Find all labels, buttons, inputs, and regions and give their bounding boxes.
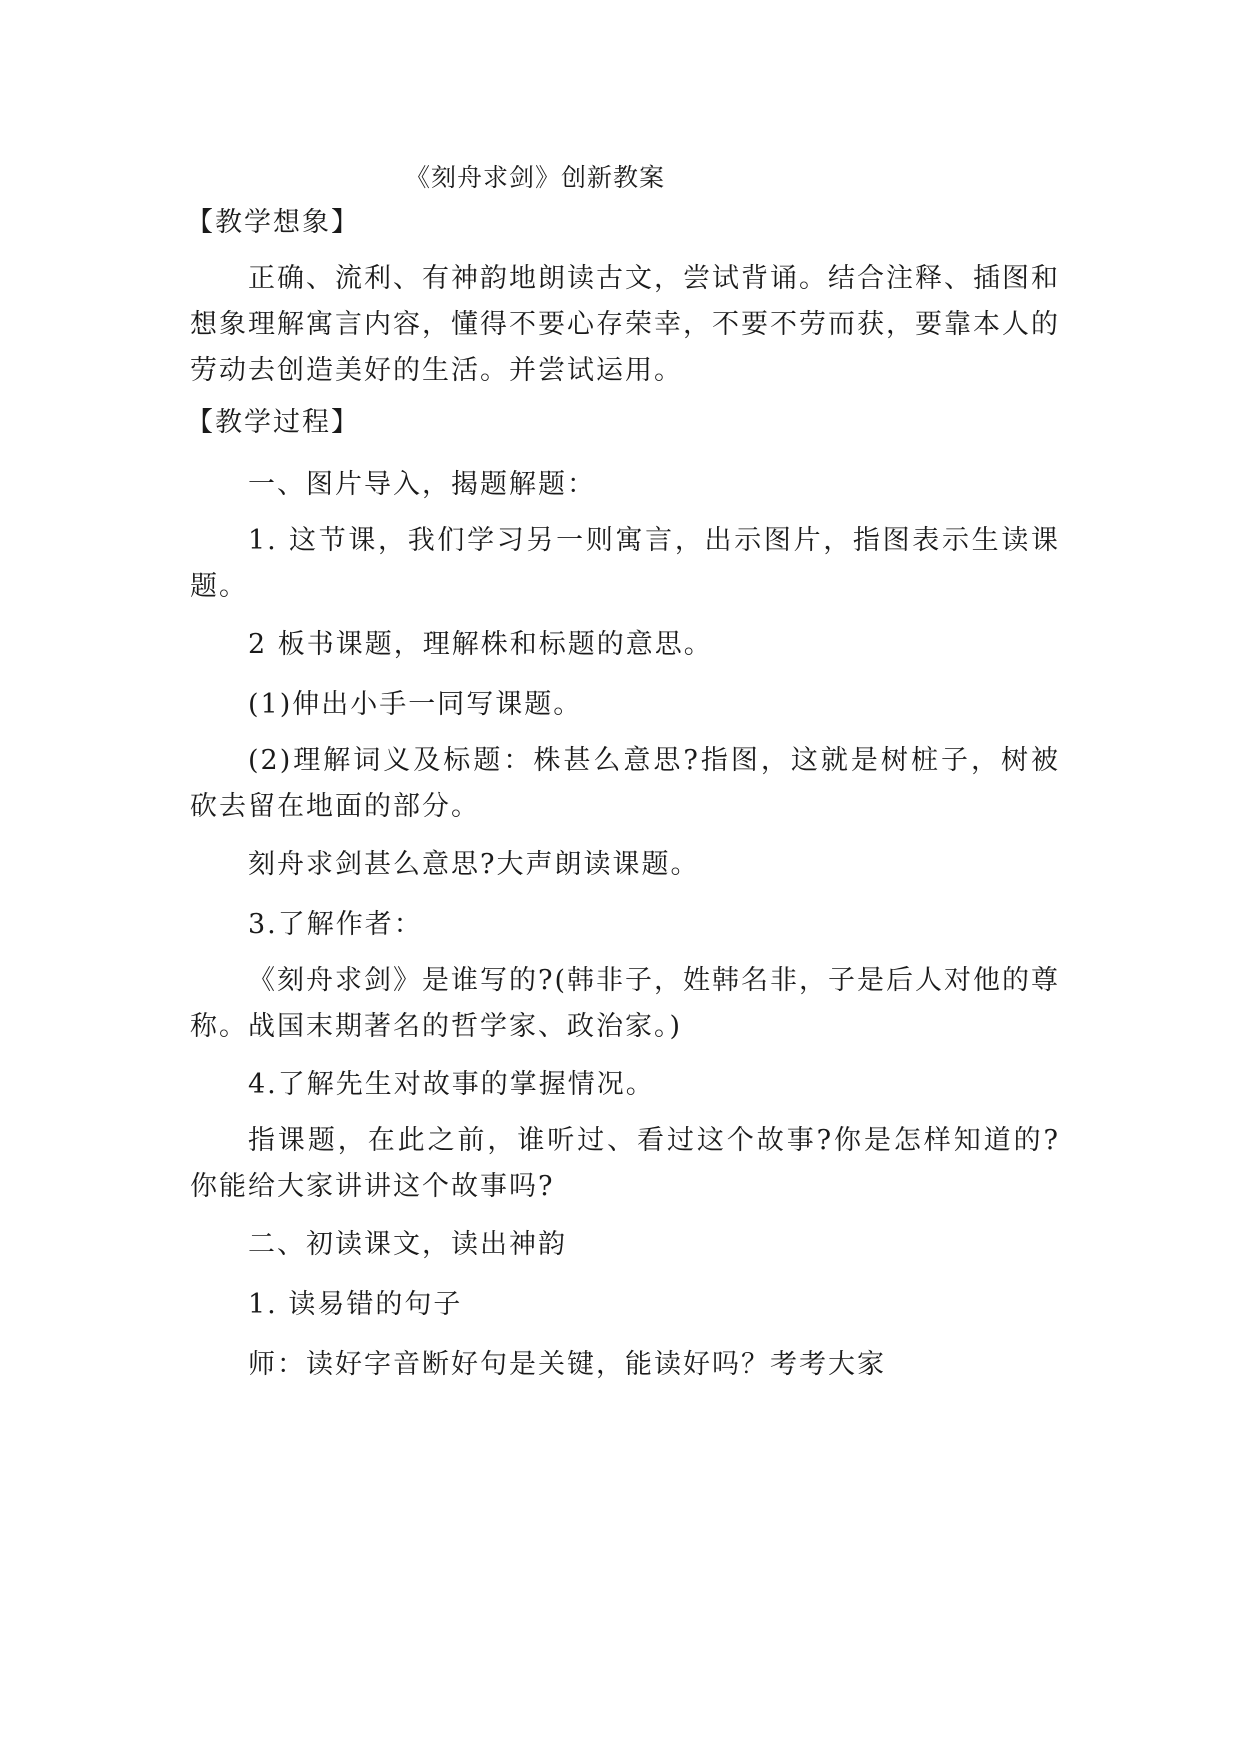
part2-title: 二、初读课文，读出神韵 — [248, 1229, 567, 1260]
section-heading-process: 【教学过程】 — [186, 407, 360, 438]
list-item-4: 4.了解先生对故事的掌握情况。 — [248, 1069, 655, 1100]
list-item-1: 1. 这节课，我们学习另一则寓言，出示图片，指图表示生读课题。 — [190, 525, 1060, 602]
section-heading-goals: 【教学想象】 — [186, 207, 360, 238]
list-item-2: 2 板书课题，理解株和标题的意思。 — [248, 629, 713, 660]
paragraph-story-knowledge: 指课题，在此之前，谁听过、看过这个故事?你是怎样知道的?你能给大家讲讲这个故事吗? — [190, 1125, 1060, 1202]
document-title: 《刻舟求剑》创新教案 — [405, 163, 666, 192]
list-item-2-2: (2)理解词义及标题：株甚么意思?指图，这就是树桩子，树被砍去留在地面的部分。 — [190, 745, 1060, 822]
part1-title: 一、图片导入，揭题解题： — [248, 469, 596, 500]
part2-item-1: 1. 读易错的句子 — [248, 1289, 463, 1320]
list-item-2-1: (1)伸出小手一同写课题。 — [248, 689, 583, 720]
paragraph-goals: 正确、流利、有神韵地朗读古文，尝试背诵。结合注释、插图和想象理解寓言内容，懂得不要心存荣幸，不要不劳而获，要靠本人的劳动去创造美好的生活。并尝试运用。 — [190, 263, 1060, 386]
part2-item-1-text: 师：读好字音断好句是关键，能读好吗？考考大家 — [248, 1349, 886, 1380]
list-item-3: 3.了解作者： — [248, 909, 423, 940]
paragraph-author: 《刻舟求剑》是谁写的?(韩非子，姓韩名非，子是后人对他的尊称。战国末期著名的哲学家、政治家。) — [190, 965, 1061, 1042]
list-item-2-3: 刻舟求剑甚么意思?大声朗读课题。 — [248, 849, 700, 880]
